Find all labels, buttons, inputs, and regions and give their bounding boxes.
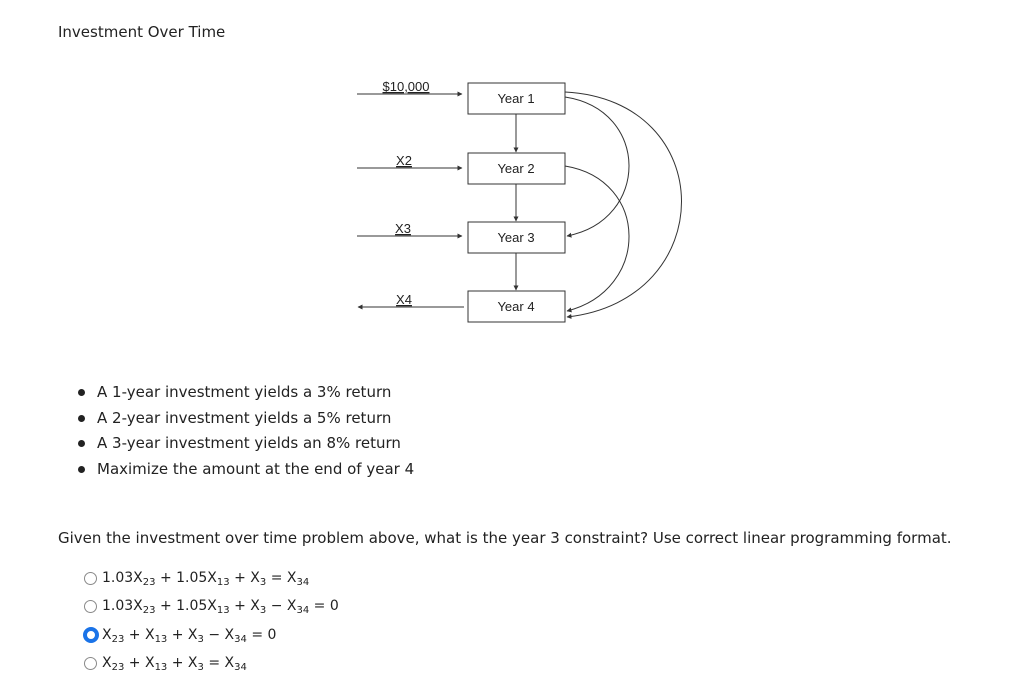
radio-button[interactable] <box>84 657 97 670</box>
year-4-label: Year 4 <box>497 299 535 314</box>
assumptions-list <box>78 380 414 482</box>
input-label-year-1: $10,000 <box>382 79 430 94</box>
list-item: A 1-year investment yields a 3% return <box>78 380 414 406</box>
answer-option-4[interactable] <box>84 649 339 677</box>
question-text: Given the investment over time problem above, what is the year 3 constraint? Use correct linear programming format. <box>58 529 952 547</box>
year-3-label: Year 3 <box>497 230 535 245</box>
list-item: A 2-year investment yields a 5% return <box>78 406 414 432</box>
page-title: Investment Over Time <box>58 23 226 41</box>
arc-year-2-to-4 <box>565 166 629 311</box>
answer-option-1[interactable] <box>84 564 339 592</box>
radio-button[interactable] <box>83 627 99 643</box>
year-2-label: Year 2 <box>497 161 535 176</box>
answer-option-3[interactable] <box>84 621 339 649</box>
list-item: Maximize the amount at the end of year 4 <box>78 457 414 483</box>
answer-option-2[interactable] <box>84 592 339 620</box>
radio-button[interactable] <box>84 572 97 585</box>
option-text: $X_{23} + X_{13} + X_3 - X_{34} = 0$ <box>102 626 277 645</box>
input-label-year-3: X3 <box>395 221 411 236</box>
input-label-year-4: X4 <box>396 292 412 307</box>
answer-options <box>84 564 339 677</box>
input-label-year-2: X2 <box>396 153 412 168</box>
option-text: $1.03X_{23} + 1.05X_{13} + X_3 - X_{34} = 0$ <box>102 598 339 617</box>
arc-year-1-to-3 <box>565 97 629 236</box>
option-text: $1.03X_{23} + 1.05X_{13} + X_3 = X_{34}$ <box>102 570 310 589</box>
option-text: $X_{23} + X_{13} + X_3 = X_{34}$ <box>102 655 247 674</box>
year-1-label: Year 1 <box>497 91 535 106</box>
list-item: A 3-year investment yields an 8% return <box>78 431 414 457</box>
arc-year-1-to-4 <box>565 92 682 317</box>
radio-button[interactable] <box>84 600 97 613</box>
